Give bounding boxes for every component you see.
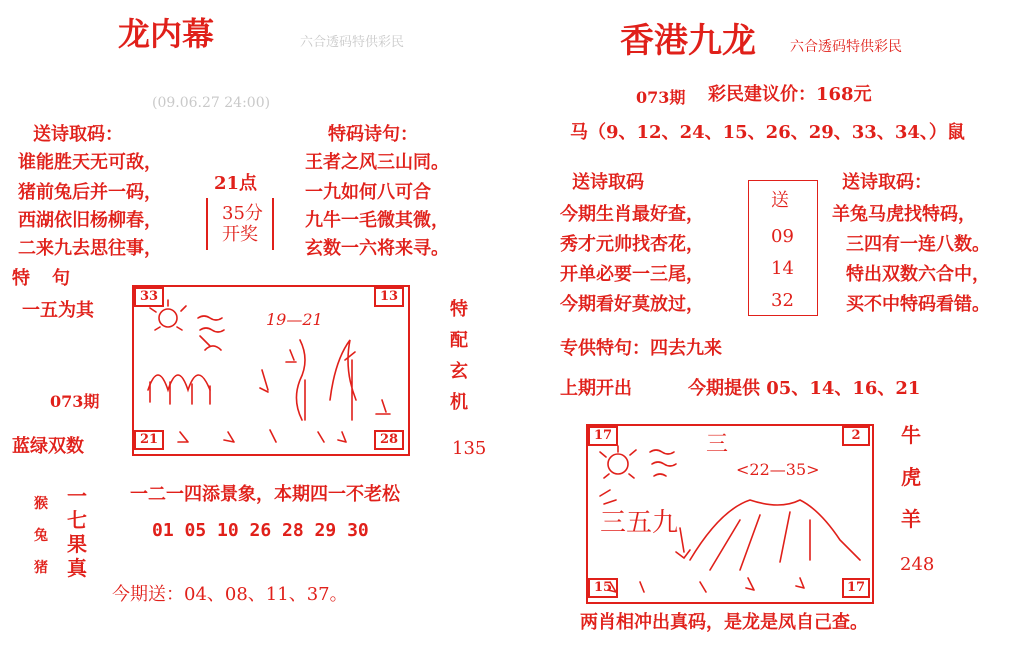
- left-issue: 073期: [50, 392, 100, 411]
- lanlv-label: 蓝绿双数: [12, 436, 84, 457]
- left-poem-line-1: 谁能胜天无可敌，: [18, 152, 162, 173]
- right-poem-header-right: 送诗取码：: [842, 172, 932, 193]
- ju-label: 句: [52, 268, 70, 289]
- left-number-135: 135: [452, 438, 487, 459]
- left-box-corner-tl: 33: [134, 287, 164, 307]
- left-sketch-text: 19—21: [266, 310, 323, 329]
- left-date-line: (09.06.27 24:00): [152, 95, 271, 111]
- special-poem-line-4: 玄数一六将来寻。: [305, 238, 449, 259]
- tepei-vertical: 特配玄机: [450, 299, 468, 413]
- left-title: 龙内幕: [118, 15, 215, 53]
- right-poem-right-3: 特出双数六合中，: [846, 264, 990, 285]
- right-poem-header-left: 送诗取码: [572, 172, 644, 193]
- right-poem-left-3: 开单必要一三尾，: [560, 264, 704, 285]
- horse-line: 马（9、12、24、15、26、29、33、34、）鼠: [570, 122, 965, 143]
- yiwu-label: 一五为其: [22, 300, 94, 321]
- special-poem-line-1: 王者之风三山同。: [305, 152, 449, 173]
- right-issue: 073期: [636, 88, 686, 107]
- draw-time-open: 开奖: [222, 224, 258, 245]
- song-box-num-2: 14: [771, 258, 794, 279]
- te-label: 特: [12, 268, 30, 289]
- right-price: 彩民建议价：168元: [708, 84, 872, 105]
- special-poem-header: 特码诗句：: [328, 124, 418, 145]
- right-zodiac-vertical: 牛虎羊: [901, 423, 921, 531]
- right-title: 香港九龙: [620, 21, 756, 61]
- right-poem-left-1: 今期生肖最好查，: [560, 204, 704, 225]
- special-poem-line-3: 九牛一毛微其微，: [305, 210, 449, 231]
- right-number-248: 248: [900, 554, 935, 575]
- last-open: 上期开出: [560, 378, 632, 399]
- song-box-num-3: 32: [771, 290, 794, 311]
- right-sketch-san: 三: [706, 432, 729, 457]
- special-poem-line-2: 一九如何八可合: [305, 182, 431, 203]
- right-poem-right-4: 买不中特码看错。: [846, 294, 990, 315]
- this-provide: 今期提供 05、14、16、21: [688, 378, 921, 399]
- left-poem-line-2: 猪前兔后并一码，: [18, 182, 162, 203]
- song-box-label: 送: [771, 190, 789, 211]
- right-box-corner-tl: 17: [588, 426, 618, 446]
- left-box-corner-bl: 21: [134, 430, 164, 450]
- right-poem-right-1: 羊兔马虎找特码，: [832, 204, 976, 225]
- zodiac-list-vertical: 猴兔猪: [34, 496, 48, 576]
- left-songma: 今期送：04、08、11、37。: [112, 584, 348, 605]
- left-numbers: 01 05 10 26 28 29 30: [152, 520, 369, 541]
- right-box-corner-bl: 15: [588, 578, 618, 598]
- left-poem-line-3: 西湖依旧杨柳春，: [18, 210, 162, 231]
- yiqi-vertical: 一七果真: [67, 484, 87, 580]
- song-box-num-1: 09: [771, 226, 794, 247]
- left-saying: 一二一四添景象，本期四一不老松: [130, 484, 400, 505]
- left-box-corner-tr: 13: [374, 287, 404, 307]
- right-sketch-range: <22—35>: [736, 460, 820, 479]
- right-box-corner-tr: 2: [842, 426, 870, 446]
- right-box-corner-br: 17: [842, 578, 870, 598]
- right-sketch-chars: 三五九: [600, 508, 679, 538]
- right-poem-right-2: 三四有一连八数。: [846, 234, 990, 255]
- left-box-corner-br: 28: [374, 430, 404, 450]
- special-phrase: 专供特句：四去九来: [560, 338, 722, 359]
- draw-time-hour: 21点: [214, 173, 258, 194]
- right-bottom-saying: 两肖相冲出真码，是龙是凤自己查。: [580, 612, 868, 633]
- left-poem-line-4: 二来九去思往事，: [18, 238, 162, 259]
- right-title-sub: 六合透码特供彩民: [790, 39, 902, 55]
- right-poem-left-4: 今期看好莫放过，: [560, 294, 704, 315]
- left-poem-header: 送诗取码：: [33, 124, 123, 145]
- left-title-sub: 六合透码特供彩民: [300, 35, 405, 50]
- draw-time-minute: 35分: [222, 203, 263, 224]
- right-poem-left-2: 秀才元帅找杏花，: [560, 234, 704, 255]
